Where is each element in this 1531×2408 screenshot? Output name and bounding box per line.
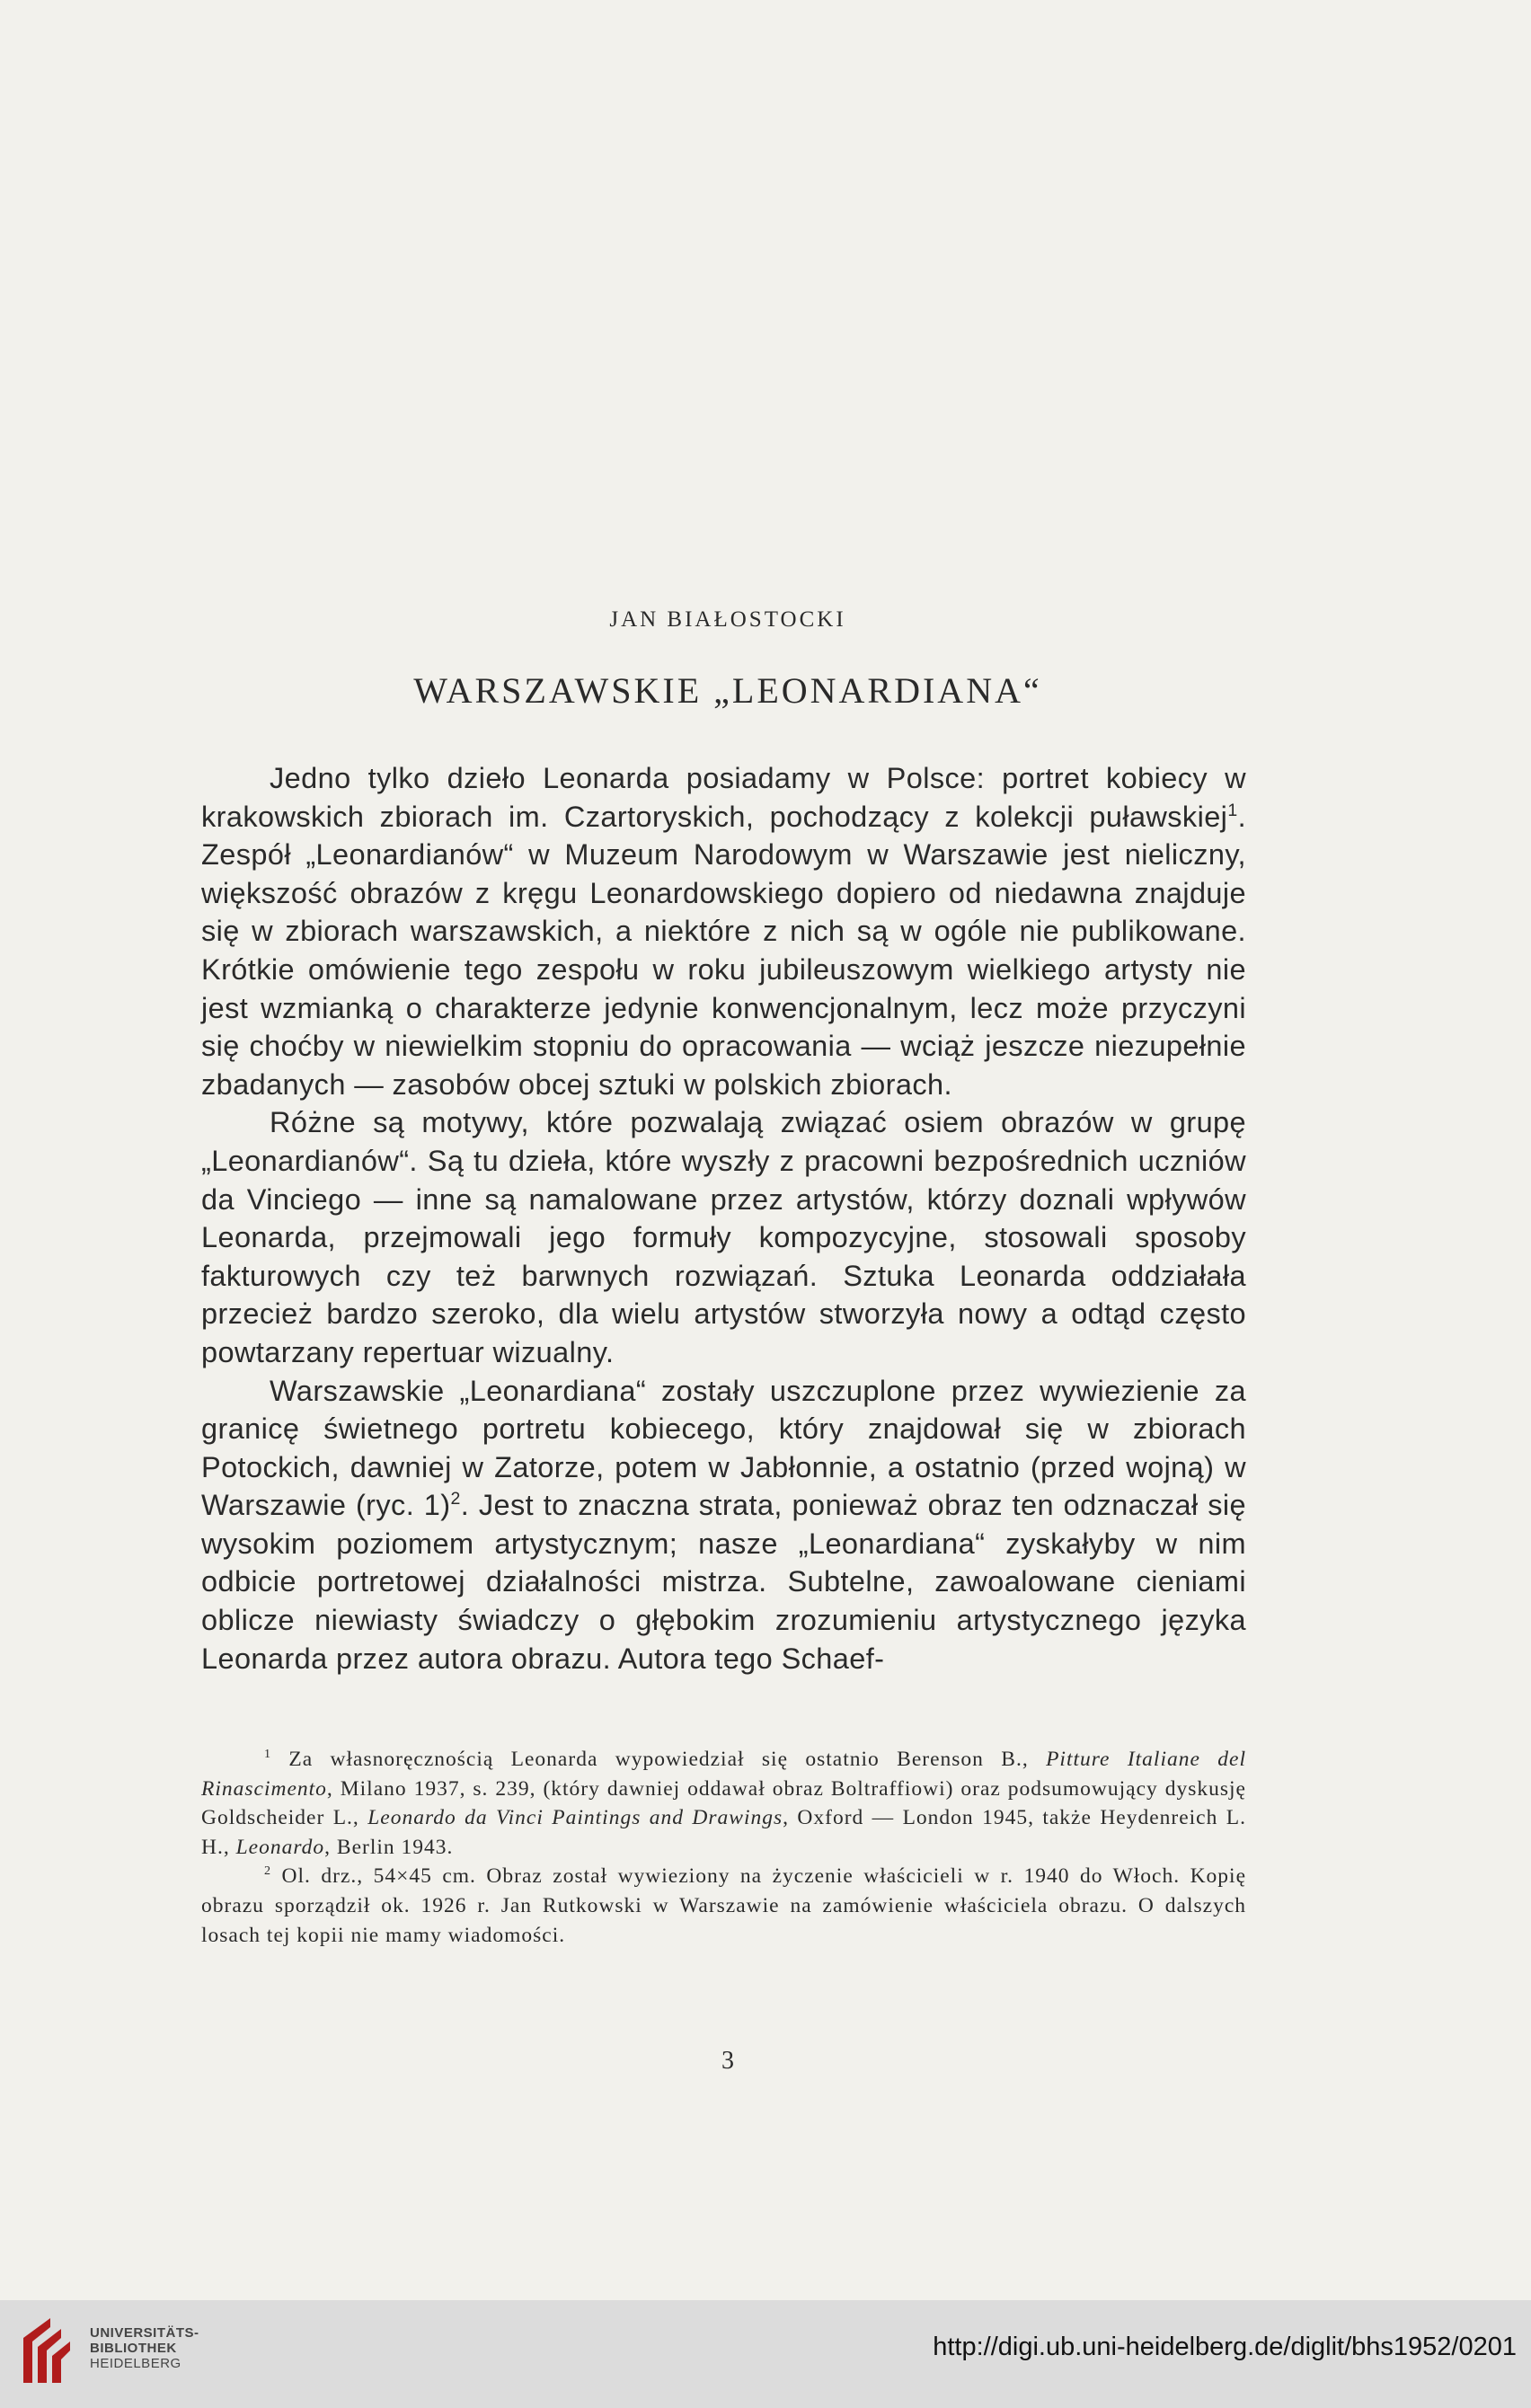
text-run: Ol. drz., 54×45 cm. Obraz został wywieziony na życzenie właścicieli w r. 1940 do Włoch. Kopię obrazu sporządził ok. 1926 r. Jan Rutkowski w Warszawie na zamówienie właściciela obrazu. O dalszych losach tej kopii nie mamy wiadomości.: [201, 1864, 1246, 1947]
text-run: , Oxford — London 1945, także Heydenreich L. H.,: [201, 1806, 1246, 1859]
text-run: Różne są motywy, które pozwalają związać osiem obrazów w grupę „Leonardianów“. Są tu dzieła, które wyszły z pracowni bezpośrednich uczniów da Vinciego — inne są namalowane przez artystów, którzy doznali wpływów Leonarda, przejmowali jego formuły kompozycyjne, stosowali sposoby fakturowych czy też barwnych rozwiązań. Sztuka Leonarda oddziałała przecież bardzo szeroko, dla wielu artystów stworzyła nowy a odtąd często powtarzany repertuar wizualny.: [201, 1106, 1246, 1368]
footnotes: [201, 1745, 1246, 1950]
italic-title: Leonardo da Vinci Paintings and Drawings: [367, 1806, 783, 1830]
text-run: . Zespół „Leonardianów“ w Muzeum Narodowym w Warszawie jest nieliczny, większość obrazów z kręgu Leonardowskiego dopiero od niedawna znajduje się w zbiorach warszawskich, a niektóre z nich są w ogóle nie publikowane. Krótkie omówienie tego zespołu w roku jubileuszowym wielkiego artysty nie jest wzmianką o charakterze jedynie konwencjonalnym, lecz może przyczyni się choćby w niewielkim stopniu do opracowania — wciąż jeszcze niezupełnie zbadanych — zasobów obcej sztuki w polskich zbiorach.: [201, 800, 1246, 1101]
italic-title: Leonardo: [235, 1835, 325, 1859]
body-paragraph: [201, 1372, 1246, 1678]
italic-title: Pitture Italiane del Rinascimento: [201, 1748, 1246, 1801]
footnote-marker: 2: [450, 1489, 461, 1509]
text-run: Jedno tylko dzieło Leonarda posiadamy w Polsce: portret kobiecy w krakowskich zbiorach im. Czartoryskich, pochodzący z kolekcji puławskiej: [201, 762, 1246, 833]
footnote-marker: 2: [264, 1864, 272, 1879]
text-run: , Milano 1937, s. 239, (który dawniej oddawał obraz Boltraffiowi) oraz podsumowujący dyskusję Goldscheider L.,: [201, 1776, 1246, 1830]
library-footer-bar: [0, 2300, 1531, 2408]
page-number: 3: [721, 2047, 734, 2075]
article-title: WARSZAWSKIE „LEONARDIANA“: [413, 670, 1042, 711]
body-paragraph: [201, 759, 1246, 1103]
text-run: , Berlin 1943.: [324, 1835, 454, 1859]
text-run: . Jest to znaczna strata, ponieważ obraz ten odznaczał się wysokim poziomem artystycznym; nasze „Leonardiana“ zyskałyby w nim odbicie portretowej działalności mistrza. Subtelne, zawoalowane cieniami oblicze niewiasty świadczy o głębokim zrozumieniu artystycznego języka Leonarda przez autora obrazu. Autora tego Schaef-: [201, 1489, 1247, 1675]
text-run: Za własnoręcznością Leonarda wypowiedział się ostatnio Berenson B.,: [271, 1748, 1047, 1771]
text-run: Warszawskie „Leonardiana“ zostały uszczuplone przez wywiezienie za granicę świetnego portretu kobiecego, który znajdował się w zbiorach Potockich, dawniej w Zatorze, potem w Jabłonnie, a ostatnio (przed wojną) w Warszawie (ryc. 1): [201, 1374, 1246, 1522]
body-paragraph: [201, 1103, 1246, 1371]
library-name-line: BIBLIOTHEK: [90, 2341, 177, 2356]
article-body: [201, 759, 1246, 1678]
footnote: [201, 1745, 1246, 1862]
library-name-line: UNIVERSITÄTS-: [90, 2325, 199, 2341]
footnote-marker: 1: [1227, 800, 1238, 820]
article-author: JAN BIAŁOSTOCKI: [609, 607, 846, 632]
library-name-line: HEIDELBERG: [90, 2356, 181, 2371]
permalink-url[interactable]: http://digi.ub.uni-heidelberg.de/diglit/bhs1952/0201: [933, 2333, 1517, 2361]
library-name: [90, 2325, 199, 2371]
footnote-marker: 1: [264, 1747, 272, 1762]
university-library-logo-icon: [14, 2311, 77, 2392]
footnote: [201, 1862, 1246, 1950]
